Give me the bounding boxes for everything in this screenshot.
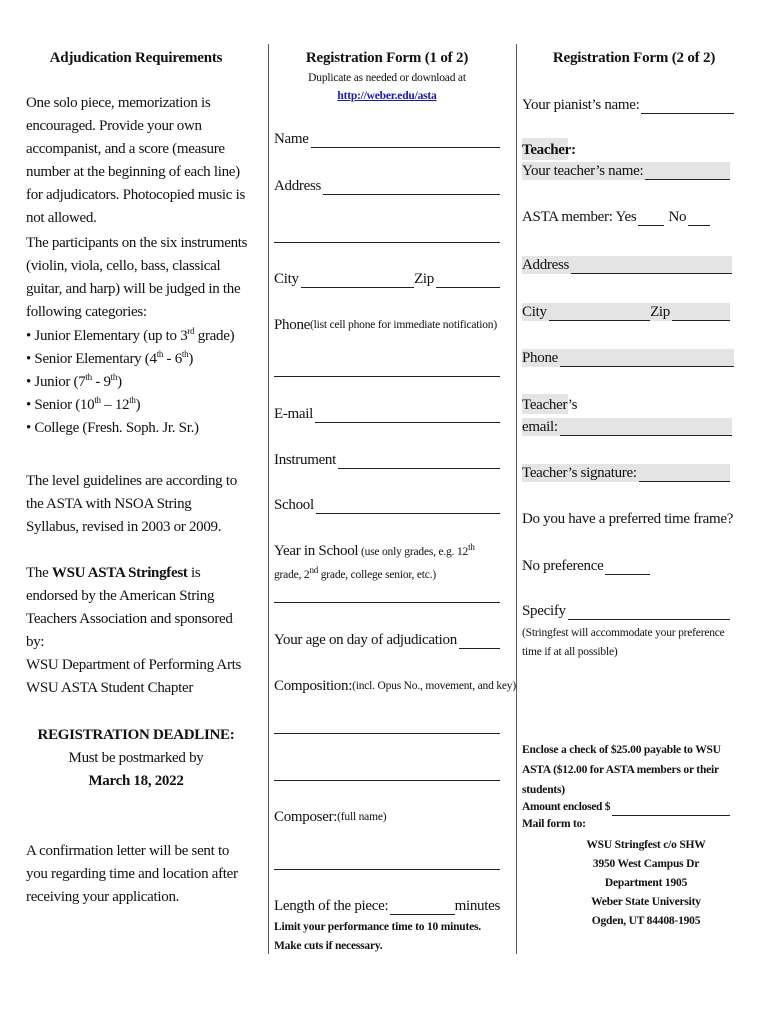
composition-label: Composition: (incl. Opus No., movement, and key): [274, 678, 516, 694]
category-item: • Senior (10th – 12th): [26, 395, 141, 413]
composition-line-2[interactable]: [274, 780, 500, 781]
confirmation-text: A confirmation letter will be sent to you regarding time and location after receiving your application.: [26, 843, 238, 905]
deadline-block: [26, 724, 246, 793]
teacher-phone-field[interactable]: Phone: [522, 349, 734, 367]
amount-enclosed-field[interactable]: Amount enclosed $: [522, 798, 730, 816]
city-zip-field[interactable]: City Zip: [274, 270, 500, 288]
registration-form-2: [516, 0, 770, 1024]
category-list: [26, 325, 250, 440]
composition-line-1[interactable]: [274, 733, 500, 734]
address-line-2[interactable]: [274, 242, 500, 243]
mail-form-label: Mail form to:: [522, 818, 586, 830]
deadline-title: REGISTRATION DEADLINE:: [37, 727, 235, 743]
specify-note: (Stringfest will accommodate your preference time if at all possible): [522, 627, 725, 658]
address-field[interactable]: Address: [274, 177, 500, 195]
guidelines-text: The level guidelines are according to the ASTA with NSOA String Syllabus, revised in 2003 or 2009.: [26, 473, 237, 535]
length-field[interactable]: Length of the piece: minutes: [274, 898, 500, 914]
teacher-city-zip-field[interactable]: City Zip: [522, 303, 730, 321]
deadline-subtitle: Must be postmarked by: [68, 750, 204, 766]
composer-label: Composer: (full name): [274, 809, 387, 825]
deadline-date: March 18, 2022: [88, 773, 184, 789]
school-field[interactable]: School: [274, 496, 500, 514]
teacher-address-field[interactable]: Address: [522, 256, 732, 274]
category-item: • Junior Elementary (up to 3rd grade): [26, 326, 235, 344]
payment-instructions: Enclose a check of $25.00 payable to WSU ASTA ($12.00 for ASTA members or their students): [522, 744, 721, 796]
category-item: • Senior Elementary (4th - 6th): [26, 349, 194, 367]
no-preference-field[interactable]: No preference: [522, 557, 650, 575]
category-item: • Junior (7th - 9th): [26, 372, 122, 390]
teacher-email-field[interactable]: email:: [522, 418, 732, 436]
specify-field[interactable]: Specify: [522, 602, 730, 620]
length-limit-note: Limit your performance time to 10 minutes. Make cuts if necessary.: [274, 921, 481, 952]
asta-member-field[interactable]: ASTA member: Yes No: [522, 208, 686, 226]
participants-text: The participants on the six instruments (violin, viola, cello, bass, classical guitar, and harp) will be judged in the following categories:: [26, 235, 248, 320]
email-field[interactable]: E-mail: [274, 405, 500, 423]
teacher-name-field[interactable]: Your teacher’s name:: [522, 162, 730, 180]
year-in-school-line[interactable]: [274, 602, 500, 603]
teacher-signature-field[interactable]: Teacher’s signature:: [522, 464, 730, 482]
phone-field: Phone (list cell phone for immediate notification): [274, 317, 497, 333]
teacher-email-label: Teacher’s: [522, 394, 568, 414]
instrument-field[interactable]: Instrument: [274, 451, 500, 469]
name-field[interactable]: Name: [274, 130, 500, 148]
teacher-title: Teacher:: [522, 138, 568, 160]
category-item: • College (Fresh. Soph. Jr. Sr.): [26, 420, 199, 436]
download-link[interactable]: http://weber.edu/asta: [337, 90, 437, 102]
pianist-field[interactable]: Your pianist’s name:: [522, 96, 734, 114]
composer-line[interactable]: [274, 869, 500, 870]
endorsement-text: The WSU ASTA Stringfest is endorsed by the American String Teachers Association and sponsored by: WSU Department of Performing Arts WSU ASTA Student Chapter: [26, 565, 242, 696]
registration-form-1: [268, 0, 516, 1024]
year-in-school-label: Year in School (use only grades, e.g. 12th grade, 2nd grade, college senior, etc.): [274, 542, 475, 581]
mailing-address: WSU Stringfest c/o SHW 3950 West Campus Dr Department 1905 Weber State University Ogden, UT 84408-1905: [586, 839, 706, 927]
form1-heading: Registration Form (1 of 2): [305, 50, 469, 66]
form1-subheading: Duplicate as needed or download at: [308, 72, 466, 84]
intro-text: One solo piece, memorization is encouraged. Provide your own accompanist, and a score (measure number at the beginning of each line) for adjudicators. Photocopied music is not allowed.: [26, 95, 245, 226]
adjudication-column: [0, 0, 268, 1024]
timeframe-question: Do you have a preferred time frame?: [522, 511, 734, 527]
form2-heading: Registration Form (2 of 2): [552, 50, 716, 66]
age-field[interactable]: Your age on day of adjudication: [274, 631, 500, 649]
phone-line[interactable]: [274, 376, 500, 377]
adjudication-heading: Adjudication Requirements: [49, 50, 223, 66]
